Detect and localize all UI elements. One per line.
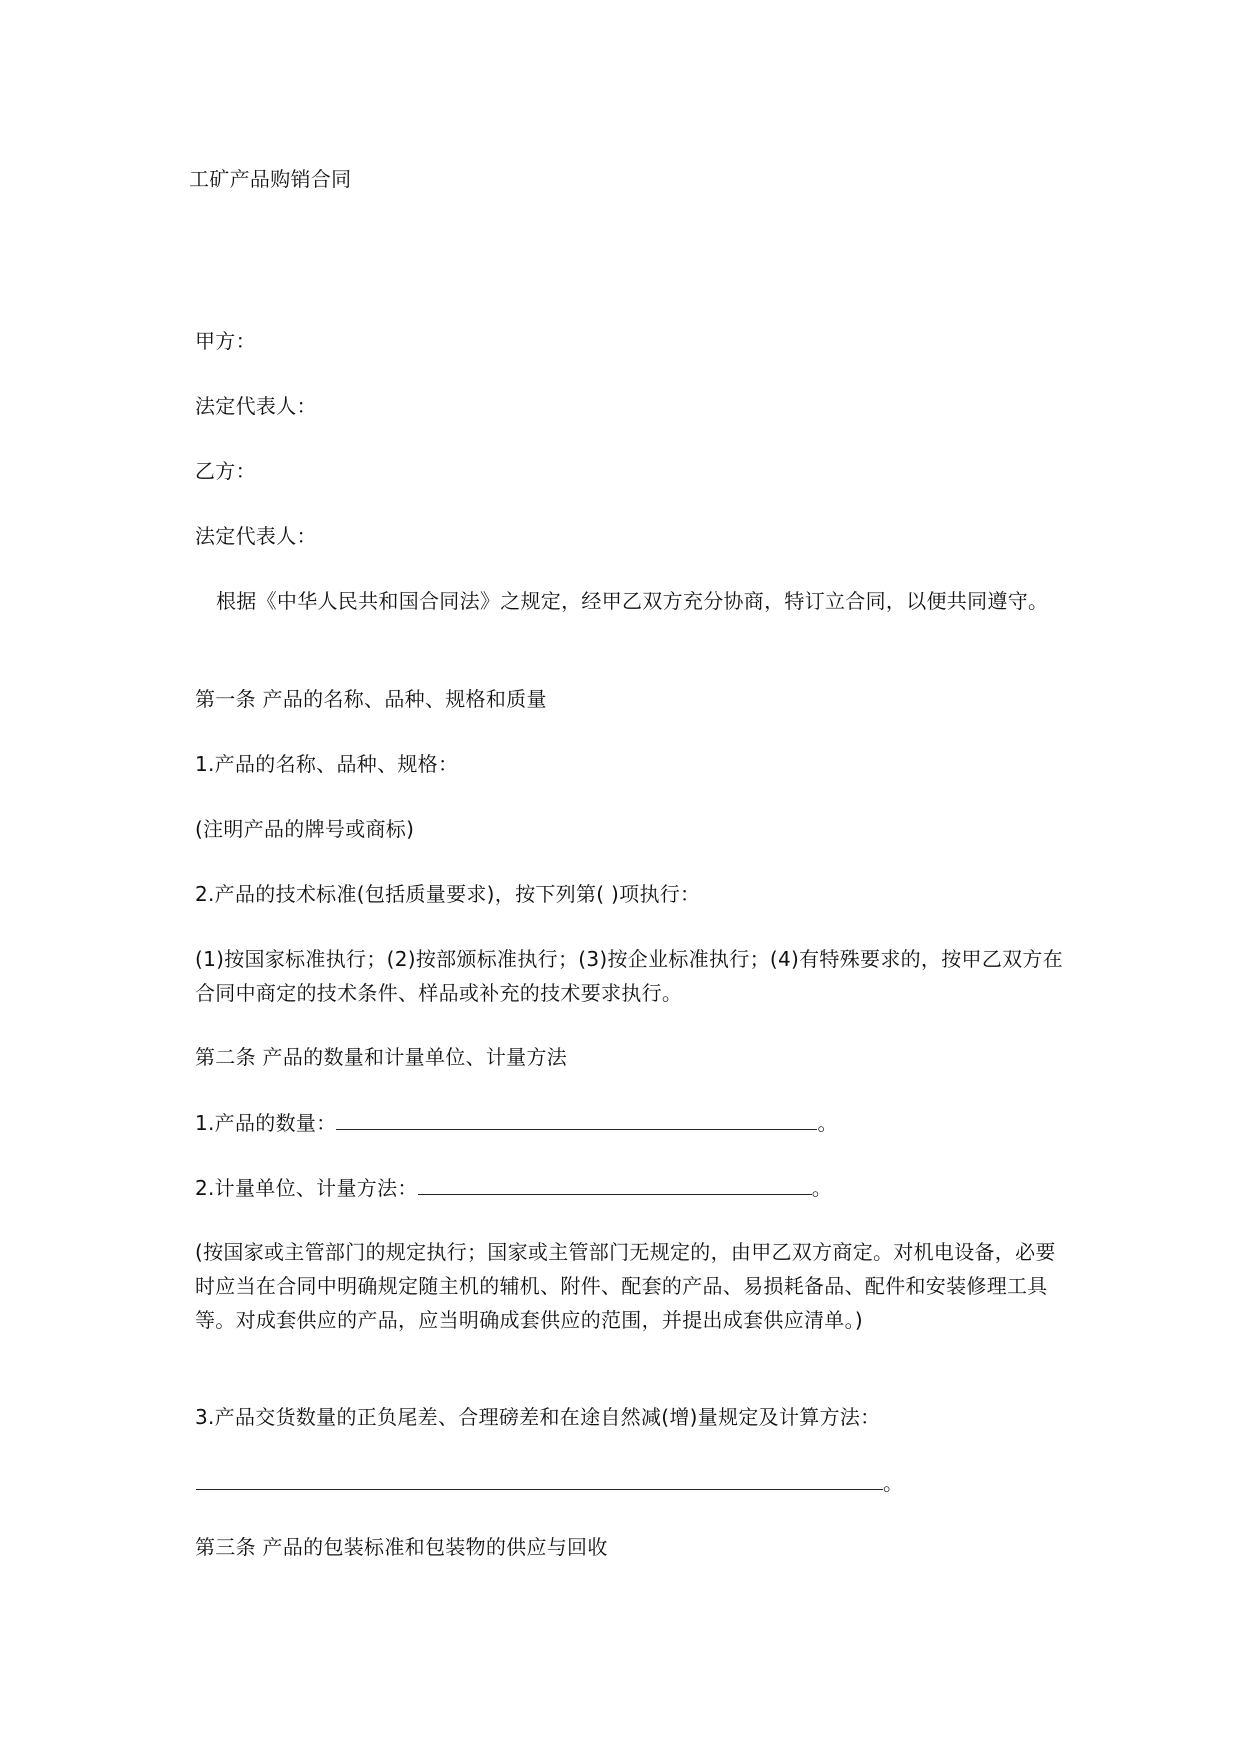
article-2-item-3-fill (196, 1465, 903, 1500)
article-1-heading: 第一条 产品的名称、品种、规格和质量 (195, 687, 547, 711)
article-2-item-2 (195, 1170, 832, 1205)
tolerance-blank-line (196, 1465, 883, 1490)
article-2-heading: 第二条 产品的数量和计量单位、计量方法 (195, 1045, 568, 1069)
article-1-item-2: 2.产品的技术标准(包括质量要求)，按下列第( )项执行： (195, 882, 701, 906)
article-2-item-3: 3.产品交货数量的正负尾差、合理磅差和在途自然减(增)量规定及计算方法： (195, 1405, 881, 1429)
tolerance-period: 。 (883, 1471, 904, 1495)
party-a-representative-label: 法定代表人： (195, 394, 317, 418)
quantity-period: 。 (817, 1111, 838, 1135)
measurement-blank-line (418, 1170, 812, 1195)
article-1-item-1: 1.产品的名称、品种、规格： (195, 752, 459, 776)
contract-preamble: 根据《中华人民共和国合同法》之规定，经甲乙双方充分协商，特订立合同，以便共同遵守。 (216, 589, 1049, 613)
measurement-label: 2.计量单位、计量方法： (195, 1176, 418, 1200)
party-b-representative-label: 法定代表人： (195, 524, 317, 548)
article-1-item-2-options: (1)按国家标准执行；(2)按部颁标准执行；(3)按企业标准执行；(4)有特殊要求的，按甲乙双方在合同中商定的技术条件、样品或补充的技术要求执行。 (195, 947, 1064, 1005)
document-title: 工矿产品购销合同 (189, 167, 352, 191)
quantity-blank-line (336, 1105, 817, 1130)
article-2-item-1 (195, 1105, 838, 1140)
party-b-label: 乙方： (195, 459, 256, 483)
quantity-label: 1.产品的数量： (195, 1111, 337, 1135)
measurement-period: 。 (811, 1176, 832, 1200)
article-1-note-1: (注明产品的牌号或商标) (195, 817, 415, 841)
article-2-note: (按国家或主管部门的规定执行；国家或主管部门无规定的，由甲乙双方商定。对机电设备，必要时应当在合同中明确规定随主机的辅机、附件、配套的产品、易损耗备品、配件和安装修理工具等。对成套供应的产品，应当明确成套供应的范围，并提出成套供应清单。) (195, 1240, 1056, 1332)
article-3-heading: 第三条 产品的包装标准和包装物的供应与回收 (195, 1535, 608, 1559)
party-a-label: 甲方： (195, 329, 256, 353)
